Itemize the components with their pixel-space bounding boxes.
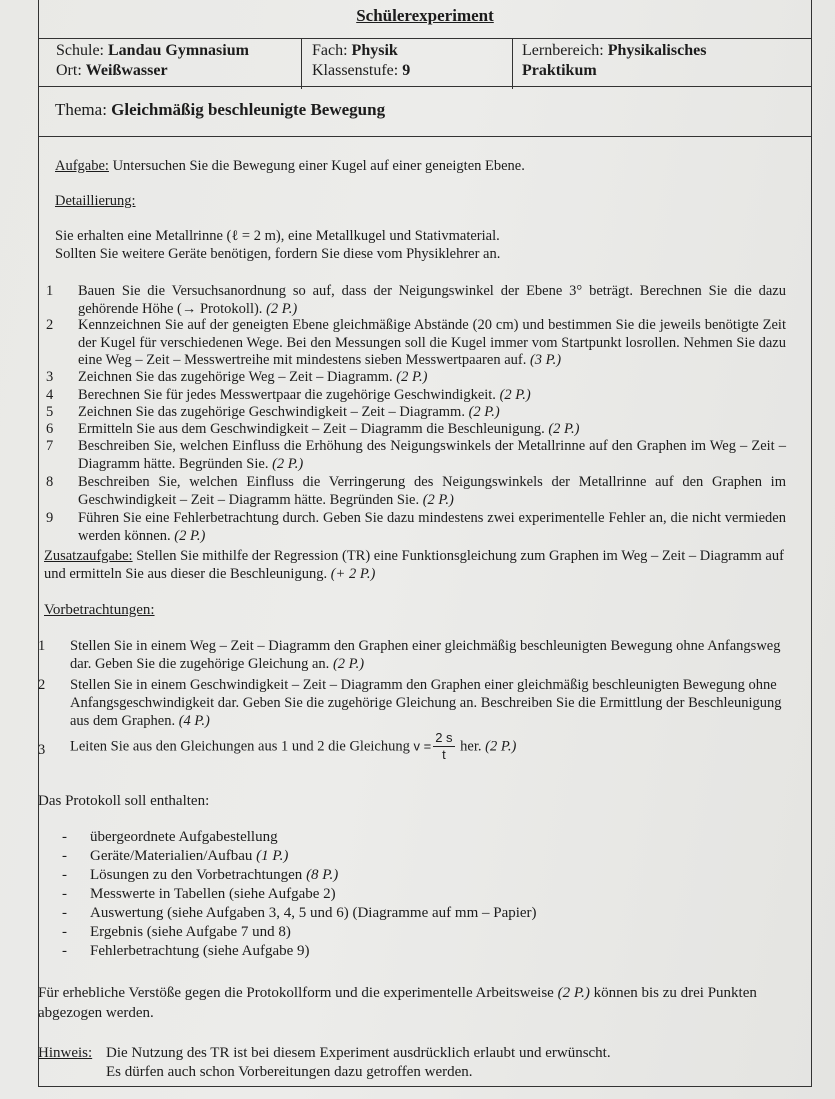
subtask-points: (2 P.) bbox=[499, 387, 531, 403]
grade-label: Klassenstufe: bbox=[312, 62, 399, 79]
subtask-points: (2 P.) bbox=[468, 404, 500, 420]
info-row bbox=[39, 38, 811, 87]
formula-lhs: v = bbox=[413, 738, 432, 754]
subtask-text: Führen Sie eine Fehlerbetrachtung durch. Geben Sie dazu mindestens zwei experimentelle Fehler an, die nicht vermieden werden können. bbox=[78, 510, 786, 544]
place-label: Ort: bbox=[56, 62, 82, 79]
subtask-text: Zeichnen Sie das zugehörige Geschwindigkeit – Zeit – Diagramm. bbox=[78, 404, 465, 420]
subtask-1 bbox=[46, 283, 786, 318]
subtask-text: Beschreiben Sie, welchen Einfluss die Verringerung des Neigungswinkels der Metallrinne auf den Graphen im Geschwindigkeit – Zeit – Diagramm hätte. Begründen Sie. bbox=[78, 474, 786, 508]
protocol-text: Lösungen zu den Vorbetrachtungen bbox=[90, 867, 307, 883]
subtask-points: (3 P.) bbox=[529, 352, 562, 368]
subtask-3 bbox=[46, 369, 786, 387]
protocol-text: übergeordnete Aufgabestellung bbox=[90, 829, 278, 845]
pre-text: Leiten Sie aus den Gleichungen aus 1 und 2 die Gleichung bbox=[70, 738, 410, 755]
note-label: Hinweis: bbox=[38, 1045, 93, 1061]
task-line bbox=[55, 157, 525, 175]
protocol-text: Ergebnis (siehe Aufgabe 7 und 8) bbox=[90, 924, 291, 940]
pre-item-2 bbox=[38, 676, 788, 730]
subtask-number: 1 bbox=[46, 283, 54, 299]
details-line-2: Sollten Sie weitere Geräte benötigen, fordern Sie diese vom Physiklehrer an. bbox=[55, 246, 501, 262]
grade-value: 9 bbox=[402, 62, 411, 79]
protocol-text: Auswertung (siehe Aufgaben 3, 4, 5 und 6) (Diagramme auf mm – Papier) bbox=[90, 905, 537, 921]
area-value-2: Praktikum bbox=[522, 62, 597, 79]
pre-points: (2 P.) bbox=[332, 656, 365, 672]
pre-item-1 bbox=[38, 637, 788, 673]
subtask-number: 4 bbox=[46, 387, 54, 403]
area-cell bbox=[512, 38, 812, 89]
subtask-text: Bauen Sie die Versuchsanordnung so auf, dass der Neigungswinkel der Ebene 3° beträgt. Berechnen Sie die dazu gehörende Höhe (→ Protokoll). bbox=[78, 283, 786, 317]
protocol-text: Fehlerbetrachtung (siehe Aufgabe 9) bbox=[90, 943, 310, 959]
extra-points: (+ 2 P.) bbox=[330, 566, 376, 582]
pre-points: (2 P.) bbox=[485, 738, 517, 755]
subject-cell bbox=[301, 38, 524, 89]
extra-task bbox=[44, 547, 789, 583]
subtask-number: 6 bbox=[46, 421, 54, 437]
subtask-2 bbox=[46, 317, 786, 370]
pre-number: 2 bbox=[38, 677, 46, 693]
subtask-number: 5 bbox=[46, 404, 54, 420]
subtask-text: Kennzeichnen Sie auf der geneigten Ebene gleichmäßige Abstände (20 cm) und bestimmen Sie die jeweils benötigte Zeit der Kugel für verschiedenen Wege. Bei den Messungen soll die Kugel immer vom Startpunkt losrollen. Nehmen Sie dazu eine Weg – Zeit – Messwertreihe mit mindestens sieben Messwertpaaren auf. bbox=[78, 317, 786, 368]
formula-denominator: t bbox=[442, 747, 446, 762]
school-label: Schule: bbox=[56, 42, 104, 59]
pre-points: (4 P.) bbox=[178, 713, 210, 729]
area-value-1: Physikalisches bbox=[607, 42, 707, 59]
pre-number: 3 bbox=[38, 742, 46, 758]
protocol-label: Das Protokoll soll enthalten: bbox=[38, 793, 210, 809]
subtask-number: 8 bbox=[46, 474, 54, 490]
subtask-points: (2 P.) bbox=[272, 455, 304, 472]
note-line-1: Die Nutzung des TR ist bei diesem Experiment ausdrücklich erlaubt und erwünscht. bbox=[106, 1045, 611, 1061]
subtask-text: Beschreiben Sie, welchen Einfluss die Erhöhung des Neigungswinkels der Metallrinne auf den Graphen im Weg – Zeit – Diagramm hätte. Begründen Sie. bbox=[78, 438, 786, 472]
details-line-1: Sie erhalten eine Metallrinne (ℓ = 2 m), eine Metallkugel und Stativmaterial. bbox=[55, 228, 500, 244]
note-line-2: Es dürfen auch schon Vorbereitungen dazu getroffen werden. bbox=[106, 1064, 473, 1080]
subtask-8 bbox=[46, 474, 786, 509]
pre-text-tail: her. bbox=[460, 738, 482, 755]
topic-value: Gleichmäßig beschleunigte Bewegung bbox=[111, 100, 386, 119]
subtask-points: (2 P.) bbox=[548, 421, 580, 437]
protocol-points: (8 P.) bbox=[306, 867, 339, 883]
protocol-text: Geräte/Materialien/Aufbau bbox=[90, 848, 257, 864]
penalty-part-b: können bis zu drei Punkten abgezogen werden. bbox=[38, 985, 757, 1021]
subtask-text: Berechnen Sie für jedes Messwertpaar die zugehörige Geschwindigkeit. bbox=[78, 387, 496, 403]
pre-number: 1 bbox=[38, 638, 46, 654]
pre-text: Stellen Sie in einem Geschwindigkeit – Zeit – Diagramm den Graphen einer gleichmäßig beschleunigten Bewegung ohne Anfangsgeschwindigkeit dar. Geben Sie die zugehörige Gleichung an. Beschreiben Sie die Ermittlung der Beschleunigung aus dem Graphen. bbox=[70, 677, 782, 729]
pre-text: Stellen Sie in einem Weg – Zeit – Diagramm den Graphen einer gleichmäßig beschleunigten Bewegung ohne Anfangsweg dar. Geben Sie die zugehörige Gleichung an. bbox=[70, 638, 781, 672]
subtask-6 bbox=[46, 421, 786, 439]
subtask-9 bbox=[46, 510, 786, 545]
details-label: Detaillierung: bbox=[55, 193, 136, 209]
place-value: Weißwasser bbox=[85, 62, 168, 79]
school-value: Landau Gymnasium bbox=[108, 42, 249, 59]
subtask-number: 9 bbox=[46, 510, 54, 526]
protocol-text: Messwerte in Tabellen (siehe Aufgabe 2) bbox=[90, 886, 336, 902]
pre-item-3 bbox=[38, 730, 788, 763]
subtask-number: 7 bbox=[46, 438, 54, 454]
formula-numerator: 2 s bbox=[435, 730, 453, 745]
topic-row bbox=[39, 86, 811, 137]
subtask-4 bbox=[46, 387, 786, 405]
topic-label: Thema: bbox=[55, 100, 107, 119]
subtask-points: (2 P.) bbox=[396, 369, 428, 385]
subtask-7 bbox=[46, 438, 786, 473]
extra-label: Zusatzaufgabe: bbox=[44, 548, 133, 564]
pre-label: Vorbetrachtungen: bbox=[44, 602, 155, 618]
title-row bbox=[39, 0, 811, 39]
school-cell bbox=[39, 38, 308, 89]
subtask-number: 3 bbox=[46, 369, 54, 385]
subject-label: Fach: bbox=[312, 42, 348, 59]
subtask-points: (2 P.) bbox=[422, 491, 454, 508]
area-label: Lernbereich: bbox=[522, 42, 604, 59]
subtask-number: 2 bbox=[46, 317, 54, 333]
task-text: Untersuchen Sie die Bewegung einer Kugel auf einer geneigten Ebene. bbox=[108, 158, 525, 174]
formula-fraction bbox=[433, 730, 454, 763]
penalty-points: (2 P.) bbox=[557, 985, 590, 1001]
worksheet: Schülerexperiment Schule: Landau Gymnasium Ort: Weißwasser Fach: Physik Klassenstufe: 9 Lernbereich: Physikalisches Praktikum Thema: Gleichmäßig beschleunigte Bewegung Aufgabe: Untersuchen Sie die Bewegung einer Kugel auf einer geneigten Ebene. Detaillierung: Sie erhalten eine Metallrinne (ℓ = 2 m), eine Metallkugel und Stativmaterial. Sollten Sie weitere Geräte benötigen, fordern Sie diese vom Physiklehrer an. 1 Bauen Sie die Versuchsanordnung so auf, dass der Neigungswinkel der Ebene 3° beträgt. Berechnen Sie die dazu gehörende Höhe (→ Protokoll). (2 P.) 2 Kennzeichnen Sie auf der geneigten Ebene gleichmäßige Abstände (20 cm) und bestimmen Sie die jeweils benötigte Zeit der Kugel für verschiedenen Wege. Bei den Messungen soll die Kugel immer vom Startpunkt losrollen. Nehmen Sie dazu eine Weg – Zeit – Messwertreihe mit mindestens sieben Messwertpaaren auf. (3 P.) 3 Zeichnen Sie das zugehörige Weg – Zeit – Diagramm. (2 P.) 4 Berechnen Sie für jedes Messwertpaar die zugehörige Geschwindigkeit. (2 P.) 5 Zeichnen Sie das zugehörige Geschwindigkeit – Zeit – Diagramm. (2 P.) 6 Ermitteln Sie aus dem Geschwindigkeit – Zeit – Diagramm die Beschleunigung. (2 P.) 7 Beschreiben Sie, welchen Einfluss die Erhöhung des Neigungswinkels der Metallrinne auf den Graphen im Weg – Zeit – Diagramm hätte. Begründen Sie. (2 P.) 8 Beschreiben Sie, welchen Einfluss die Verringerung des Neigungswinkels der Metallrinne auf den Graphen im Geschwindigkeit – Zeit – Diagramm hätte. Begründen Sie. (2 P.) 9 Führen Sie eine Fehlerbetrachtung durch. Geben Sie dazu mindestens zwei experimentelle Fehler an, die nicht vermieden werden können. (2 P.) Zusatzaufgabe: Stellen Sie mithilfe der Regression (TR) eine Funktionsgleichung zum Graphen im Weg – Zeit – Diagramm auf und ermitteln Sie aus dieser die Beschleunigung. (+ 2 P.) Vorbetrachtungen: 1 Stellen Sie in einem Weg – Zeit – Diagramm den Graphen einer gleichmäßig beschleunigten Bewegung ohne Anfangsweg dar. Geben Sie die zugehörige Gleichung an. (2 P.) 2 Stellen Sie in einem Geschwindigkeit – Zeit – Diagramm den Graphen einer gleichmäßig beschleunigten Bewegung ohne Anfangsgeschwindigkeit dar. Geben Sie die zugehörige Gleichung an. Beschreiben Sie die Ermittlung der Beschleunigung aus dem Graphen. (4 P.) 3 Leiten Sie aus den Gleichungen aus 1 und 2 die Gleichung v = $\frac{2 s}{t}$ her. (2 P.) Das Protokoll soll enthalten: - übergeordnete Aufgabestellung - Geräte/Materialien/Aufbau (1 P.) - Lösungen zu den Vorbetrachtungen (8 P.) - Messwerte in Tabellen (siehe Aufgabe 2) - Auswertung (siehe Aufgaben 3, 4, 5 und 6) (Diagramme auf mm – Papier) - Ergebnis (siehe Aufgabe 7 und 8) - Fehlerbetrachtung (siehe Aufgabe 9) Für erhebliche Verstöße gegen die Protokollform und die experimentelle Arbeitsweise (2 P.) können bis zu drei Punkten abgezogen werden. Hinweis: Die Nutzung des TR ist bei diesem Experiment ausdrücklich erlaubt und erwünscht. Es dürfen auch schon Vorbereitungen dazu getroffen werden. bbox=[0, 0, 835, 1099]
penalty-part-a: Für erhebliche Verstöße gegen die Protokollform und die experimentelle Arbeitsweise bbox=[38, 985, 558, 1001]
subtask-points: (2 P.) bbox=[266, 300, 298, 317]
task-label: Aufgabe: bbox=[55, 158, 109, 174]
extra-text: Stellen Sie mithilfe der Regression (TR) eine Funktionsgleichung zum Graphen im Weg – Zeit – Diagramm auf und ermitteln Sie aus dieser die Beschleunigung. bbox=[44, 548, 784, 582]
subtask-text: Ermitteln Sie aus dem Geschwindigkeit – Zeit – Diagramm die Beschleunigung. bbox=[78, 421, 545, 437]
subtask-text: Zeichnen Sie das zugehörige Weg – Zeit – Diagramm. bbox=[78, 369, 393, 385]
protocol-points: (1 P.) bbox=[256, 848, 289, 864]
subtask-5 bbox=[46, 404, 786, 422]
page-title: Schülerexperiment bbox=[356, 6, 494, 25]
penalty-text bbox=[38, 983, 788, 1023]
subtask-points: (2 P.) bbox=[174, 527, 206, 544]
subject-value: Physik bbox=[351, 42, 398, 59]
